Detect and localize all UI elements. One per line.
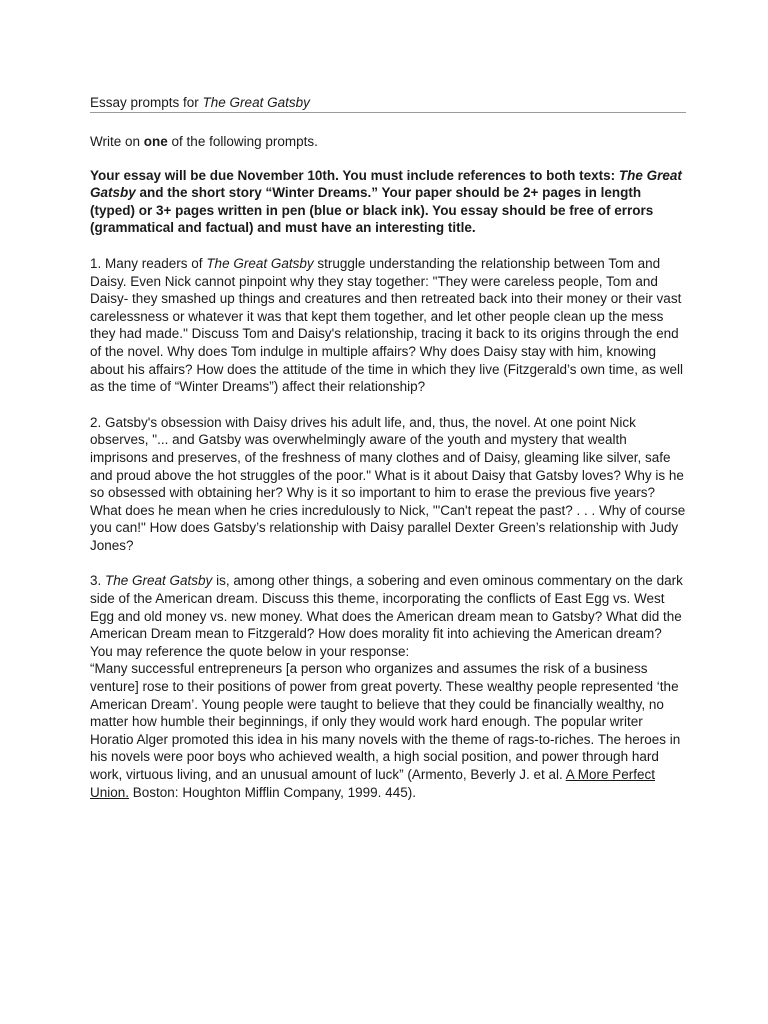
quote-text: “Many successful entrepreneurs [a person who organizes and assumes the risk of a business venture] rose to their positions of power from great poverty. These wealthy people represented ‘the American Dream’. Young people were taught to believe that they could be financially wealthy, no matter how humble their beginnings, if only they would work hard enough. The popular writer Horatio Alger promoted this idea in his many novels with the theme of rags-to-riches. The heroes in his novels were poor boys who achieved wealth, a high social position, and power through hard work, virtuous living, and an unusual amount of luck” (Armento, Beverly J. et al. — [90, 661, 681, 782]
header-prefix: Essay prompts for — [90, 95, 203, 110]
instructions-emphasis: one — [143, 134, 168, 149]
prompt-1-body: struggle understanding the relationship between Tom and Daisy. Even Nick cannot pinpoint why they stay together: "They were careless people, Tom and Daisy- they smashed up things and creatures and then retreated back into their money or their vast carelessness or whatever it was that kept them together, and let other people clean up the mess they had made." Discuss Tom and Daisy's relationship, tracing it back to its origins through the end of the novel. Why does Tom indulge in multiple affairs? Why does Daisy stay with him, knowing about his affairs? How does the attitude of the time in which they live (Fitzgerald’s own time, as well as the time of “Winter Dreams”) affect their relationship? — [90, 255, 684, 395]
due-text-2: and the short story “Winter Dreams.” Your paper should be 2+ pages in length (typed) or 3+ pages written in pen (blue or black ink). You essay should be free of errors (grammatical and factual) and must have an interesting title. — [90, 185, 654, 236]
prompt-1-book-title: The Great Gatsby — [206, 255, 314, 271]
due-book-title: The Great Gatsby — [90, 167, 682, 201]
document-page — [90, 94, 686, 801]
due-date-paragraph — [90, 167, 686, 237]
prompt-1 — [90, 255, 686, 396]
quote-paragraph — [90, 660, 686, 801]
instructions-paragraph — [90, 133, 686, 151]
prompt-3-body: is, among other things, a sobering and even ominous commentary on the dark side of the American dream. Discuss this theme, incorporating the conflicts of East Egg vs. West Egg and old money vs. new money. What does the American dream mean to Gatsby? What did the American Dream mean to Fitzgerald? How does morality fit into achieving the American dream? You may reference the quote below in your response: — [90, 573, 683, 659]
prompt-2: 2. Gatsby's obsession with Daisy drives his adult life, and, thus, the novel. At one point Nick observes, "... and Gatsby was overwhelmingly aware of the youth and mystery that wealth imprisons and preserves, of the freshness of many clothes and of Daisy, gleaming like silver, safe and proud above the hot struggles of the poor." What is it about Daisy that Gatsby loves? Why is he so obsessed with obtaining her? Why is it so important to him to erase the previous five years? What does he mean when he cries incredulously to Nick, "'Can't repeat the past? . . . Why of course you can!" How does Gatsby’s relationship with Daisy parallel Dexter Green’s relationship with Judy Jones? — [90, 414, 686, 553]
quote-book-title: A More Perfect Union. — [90, 767, 656, 800]
prompt-3 — [90, 572, 686, 660]
document-header — [90, 94, 686, 113]
due-text-1: Your essay will be due November 10th. You must include references to both texts: — [90, 167, 619, 183]
quote-citation: Boston: Houghton Mifflin Company, 1999. 445). — [129, 784, 416, 800]
prompt-3-book-title: The Great Gatsby — [105, 573, 213, 589]
prompt-3-lead: 3. — [90, 573, 106, 589]
instructions-before: Write on — [90, 134, 144, 149]
header-title: The Great Gatsby — [202, 95, 310, 110]
instructions-after: of the following prompts. — [167, 134, 318, 149]
prompt-1-lead: 1. Many readers of — [90, 255, 207, 271]
